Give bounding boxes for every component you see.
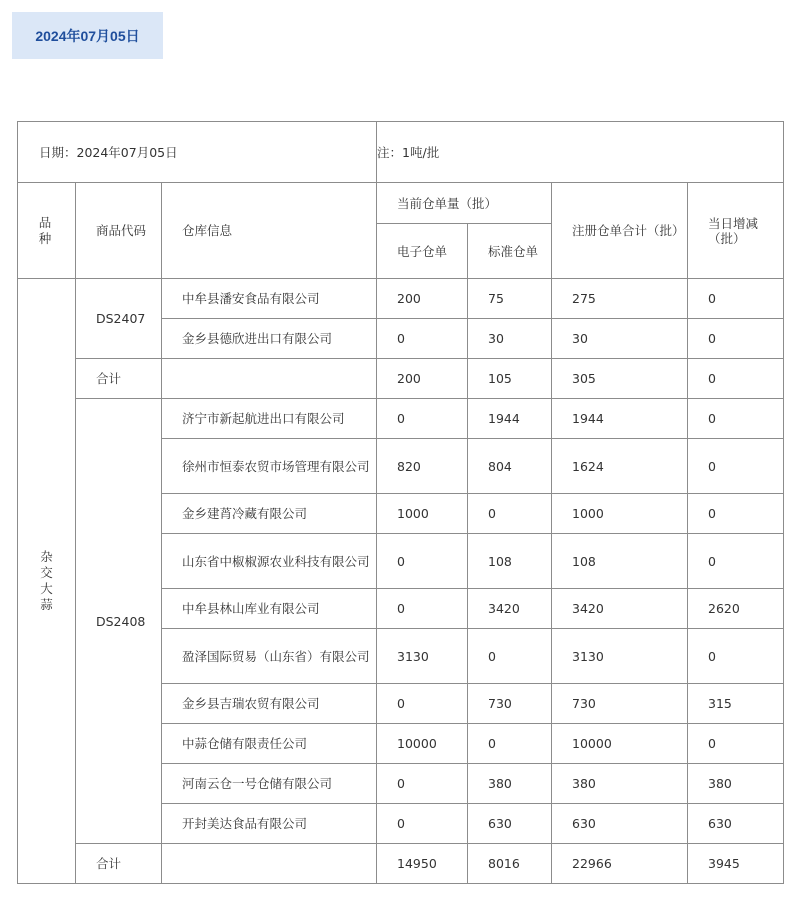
electronic-value: 0: [377, 804, 468, 844]
subtotal-label: 合计: [76, 844, 162, 884]
electronic-value: 0: [377, 534, 468, 589]
change-value: 0: [688, 534, 784, 589]
subtotal-label: 合计: [76, 359, 162, 399]
standard-value: 1944: [468, 399, 552, 439]
change-value: 0: [688, 279, 784, 319]
table-row: [18, 279, 784, 319]
electronic-value: 3130: [377, 629, 468, 684]
header-standard: 标准仓单: [468, 224, 552, 279]
standard-value: 0: [468, 629, 552, 684]
subtotal-change: 0: [688, 359, 784, 399]
standard-value: 75: [468, 279, 552, 319]
change-value: 2620: [688, 589, 784, 629]
warehouse-name: 河南云仓一号仓储有限公司: [162, 764, 377, 804]
total-value: 1944: [552, 399, 688, 439]
change-value: 0: [688, 629, 784, 684]
electronic-value: 820: [377, 439, 468, 494]
warehouse-receipt-table: [17, 121, 784, 884]
subtotal-electronic: 200: [377, 359, 468, 399]
warehouse-name: 金乡县吉瑞农贸有限公司: [162, 684, 377, 724]
warehouse-name: 金乡建莦冷藏有限公司: [162, 494, 377, 534]
standard-value: 630: [468, 804, 552, 844]
report-date: 日期：2024年07月05日: [18, 122, 377, 183]
electronic-value: 0: [377, 399, 468, 439]
standard-value: 30: [468, 319, 552, 359]
warehouse-name: 开封美达食品有限公司: [162, 804, 377, 844]
total-value: 275: [552, 279, 688, 319]
change-value: 380: [688, 764, 784, 804]
subtotal-total: 22966: [552, 844, 688, 884]
header-warehouse: 仓库信息: [162, 183, 377, 279]
warehouse-name: 金乡县德欣进出口有限公司: [162, 319, 377, 359]
header-registered-total: 注册仓单合计（批）: [552, 183, 688, 279]
subtotal-warehouse-empty: [162, 844, 377, 884]
electronic-value: 200: [377, 279, 468, 319]
warehouse-name: 山东省中椒椒源农业科技有限公司: [162, 534, 377, 589]
header-code: 商品代码: [76, 183, 162, 279]
subtotal-change: 3945: [688, 844, 784, 884]
change-value: 0: [688, 724, 784, 764]
unit-note: 注：1吨/批: [377, 122, 784, 183]
warehouse-name: 盈泽国际贸易（山东省）有限公司: [162, 629, 377, 684]
header-daily-change: 当日增减（批）: [688, 183, 784, 279]
total-value: 3420: [552, 589, 688, 629]
warehouse-name: 中牟县林山库业有限公司: [162, 589, 377, 629]
subtotal-total: 305: [552, 359, 688, 399]
warehouse-name: 中蒜仓储有限责任公司: [162, 724, 377, 764]
electronic-value: 0: [377, 684, 468, 724]
info-row: [18, 122, 784, 183]
electronic-value: 1000: [377, 494, 468, 534]
total-value: 630: [552, 804, 688, 844]
total-value: 3130: [552, 629, 688, 684]
subtotal-warehouse-empty: [162, 359, 377, 399]
subtotal-electronic: 14950: [377, 844, 468, 884]
electronic-value: 0: [377, 764, 468, 804]
header-electronic: 电子仓单: [377, 224, 468, 279]
total-value: 1624: [552, 439, 688, 494]
standard-value: 804: [468, 439, 552, 494]
change-value: 0: [688, 439, 784, 494]
total-value: 730: [552, 684, 688, 724]
subtotal-row: [18, 359, 784, 399]
header-row: [18, 183, 784, 224]
warehouse-name: 中牟县潘安食品有限公司: [162, 279, 377, 319]
change-value: 630: [688, 804, 784, 844]
change-value: 315: [688, 684, 784, 724]
standard-value: 0: [468, 494, 552, 534]
change-value: 0: [688, 319, 784, 359]
warehouse-name: 徐州市恒泰农贸市场管理有限公司: [162, 439, 377, 494]
date-tag: 2024年07月05日: [12, 12, 163, 59]
header-variety: 品种: [18, 183, 76, 279]
standard-value: 380: [468, 764, 552, 804]
total-value: 380: [552, 764, 688, 804]
change-value: 0: [688, 494, 784, 534]
subtotal-standard: 8016: [468, 844, 552, 884]
standard-value: 108: [468, 534, 552, 589]
electronic-value: 0: [377, 319, 468, 359]
variety-cell: 杂交大蒜: [18, 279, 76, 884]
subtotal-row: [18, 844, 784, 884]
total-value: 108: [552, 534, 688, 589]
warehouse-name: 济宁市新起航进出口有限公司: [162, 399, 377, 439]
total-value: 10000: [552, 724, 688, 764]
code-cell: DS2408: [76, 399, 162, 844]
table-row: [18, 399, 784, 439]
electronic-value: 10000: [377, 724, 468, 764]
total-value: 1000: [552, 494, 688, 534]
electronic-value: 0: [377, 589, 468, 629]
standard-value: 3420: [468, 589, 552, 629]
standard-value: 0: [468, 724, 552, 764]
header-current: 当前仓单量（批）: [377, 183, 552, 224]
total-value: 30: [552, 319, 688, 359]
change-value: 0: [688, 399, 784, 439]
code-cell: DS2407: [76, 279, 162, 359]
subtotal-standard: 105: [468, 359, 552, 399]
standard-value: 730: [468, 684, 552, 724]
